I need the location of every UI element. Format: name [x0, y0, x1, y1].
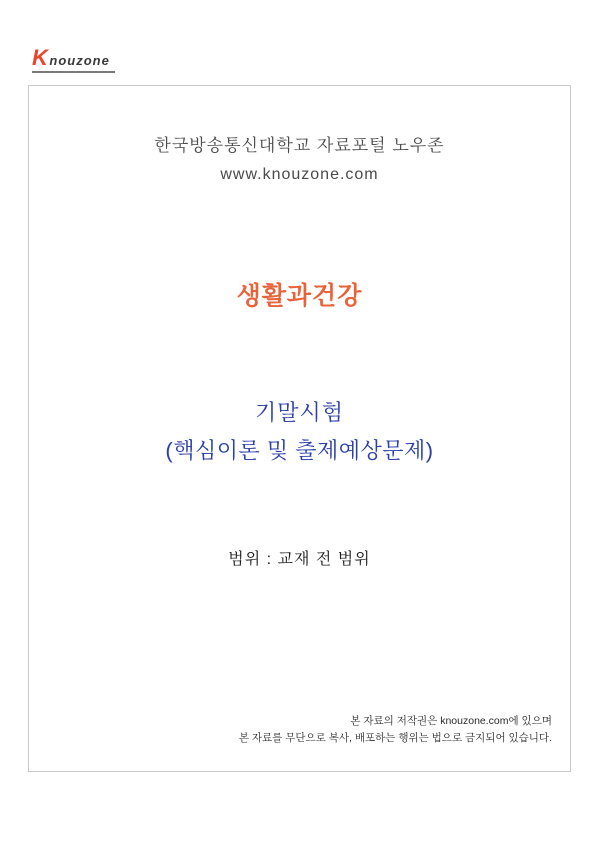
copyright-notice — [239, 713, 552, 746]
exam-detail: (핵심이론 및 출제예상문제) — [165, 438, 434, 463]
header-line-1: 한국방송통신대학교 자료포털 노우존 — [154, 136, 445, 155]
knouzone-logo — [32, 47, 110, 69]
logo-underline — [32, 71, 115, 73]
logo-initial: K — [32, 45, 49, 70]
exam-scope: 범위 : 교재 전 범위 — [228, 551, 371, 568]
header-line-2: www.knouzone.com — [220, 166, 379, 183]
exam-type: 기말시험 — [254, 400, 344, 425]
document-frame — [28, 85, 571, 772]
copyright-line-2: 본 자료를 무단으로 복사, 배포하는 행위는 법으로 금지되어 있습니다. — [238, 731, 552, 744]
logo-wordmark: nouzone — [49, 53, 110, 68]
copyright-line-1: 본 자료의 저작권은 knouzone.com에 있으며 — [350, 715, 552, 728]
course-title: 생활과건강 — [236, 282, 363, 310]
